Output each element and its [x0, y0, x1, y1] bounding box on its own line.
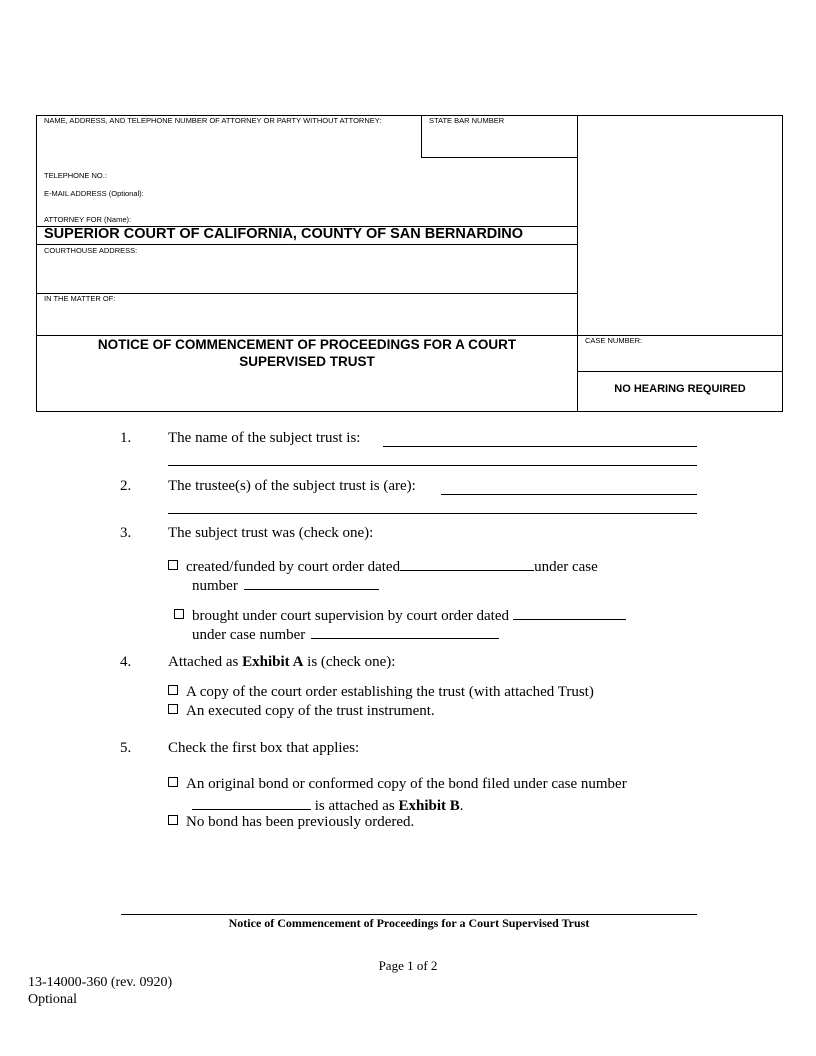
court-order-date-field[interactable]: [400, 556, 534, 571]
item-3-option-2-text-b: under case number: [192, 627, 306, 643]
item-2-number: 2.: [120, 478, 132, 494]
item-5-text: Check the first box that applies:: [168, 740, 360, 756]
trustee-field-line2[interactable]: [168, 513, 697, 514]
trust-name-field-line2[interactable]: [168, 465, 697, 466]
footer-title: Notice of Commencement of Proceedings for a Court Supervised Trust: [228, 916, 590, 930]
state-bar-bottom: [421, 157, 578, 158]
item-3-option-1-text: created/funded by court order dated: [186, 559, 401, 575]
item-5-option-1: [168, 776, 627, 793]
trust-instrument-checkbox[interactable]: [168, 704, 178, 714]
item-5-exhibit: Exhibit B: [398, 798, 460, 814]
item-2: [168, 478, 416, 495]
item-5-option-2-text: No bond has been previously ordered.: [186, 814, 415, 830]
form-number: 13-14000-360 (rev. 0920): [28, 975, 173, 990]
supervision-order-date-field[interactable]: [513, 605, 626, 620]
bond-case-number-field[interactable]: [192, 795, 311, 810]
case-number-label: CASE NUMBER:: [585, 336, 643, 345]
attorney-for-label: ATTORNEY FOR (Name):: [44, 215, 132, 224]
item-3-number: 3.: [120, 525, 132, 541]
item-4: [168, 654, 395, 671]
state-bar-label: STATE BAR NUMBER: [429, 116, 505, 125]
state-bar-divider: [421, 115, 422, 158]
item-3-option-2-line2: [192, 624, 499, 644]
item-5-option-1-text: An original bond or conformed copy of the bond filed under case number: [186, 776, 627, 792]
item-4-option-2: [168, 703, 435, 720]
attorney-label: NAME, ADDRESS, AND TELEPHONE NUMBER OF ATTORNEY OR PARTY WITHOUT ATTORNEY:: [44, 116, 382, 125]
court-line-bottom: [36, 244, 578, 245]
court-order-copy-checkbox[interactable]: [168, 685, 178, 695]
courthouse-line-bottom: [36, 293, 578, 294]
item-3-option-1-text-c: number: [192, 578, 238, 594]
item-3-option-1-line2: [192, 575, 379, 595]
item-5: [168, 740, 359, 757]
item-4-text-a: Attached as: [168, 654, 239, 670]
page-title-line2: SUPERVISED TRUST: [239, 354, 375, 369]
email-label: E-MAIL ADDRESS (Optional):: [44, 189, 144, 198]
item-5-option-1-line2: [192, 795, 464, 815]
item-4-number: 4.: [120, 654, 132, 670]
item-3-text: The subject trust was (check one):: [168, 525, 374, 541]
item-4-option-1-text: A copy of the court order establishing the trust (with attached Trust): [186, 684, 594, 700]
item-1-number: 1.: [120, 430, 132, 446]
no-hearing-label: NO HEARING REQUIRED: [614, 383, 746, 395]
courthouse-label: COURTHOUSE ADDRESS:: [44, 246, 138, 255]
page-number: Page 1 of 2: [378, 958, 438, 973]
item-3: [168, 525, 373, 542]
item-5-number: 5.: [120, 740, 132, 756]
telephone-label: TELEPHONE NO.:: [44, 171, 107, 180]
no-bond-checkbox[interactable]: [168, 815, 178, 825]
trustee-field[interactable]: [441, 494, 697, 495]
page-title-line1: NOTICE OF COMMENCEMENT OF PROCEEDINGS FOR A COURT: [97, 337, 517, 352]
item-1: [168, 430, 360, 447]
footer-rule: [121, 914, 697, 915]
matter-label: IN THE MATTER OF:: [44, 294, 116, 303]
item-1-text: The name of the subject trust is:: [168, 430, 361, 446]
court-order-case-number-field[interactable]: [244, 575, 379, 590]
item-4-exhibit: Exhibit A: [242, 654, 304, 670]
item-3-option-1-text-b: under case: [534, 559, 598, 575]
item-3-option-2: [174, 605, 626, 625]
item-5-option-2: [168, 814, 414, 831]
case-number-line-bottom: [577, 371, 783, 372]
item-3-option-1: [168, 556, 598, 576]
item-4-text-b: is (check one):: [307, 654, 396, 670]
court-name: SUPERIOR COURT OF CALIFORNIA, COUNTY OF SAN BERNARDINO: [44, 226, 524, 242]
item-2-text: The trustee(s) of the subject trust is (are):: [168, 478, 416, 494]
court-supervision-checkbox[interactable]: [174, 609, 184, 619]
item-5-option-1-end: .: [459, 798, 464, 814]
item-5-option-1-text-b: is attached as: [314, 798, 395, 814]
page-title: [36, 336, 578, 370]
supervision-case-number-field[interactable]: [311, 624, 499, 639]
bond-checkbox[interactable]: [168, 777, 178, 787]
optional-label: Optional: [28, 992, 77, 1007]
item-4-option-1: [168, 684, 594, 701]
court-order-checkbox[interactable]: [168, 560, 178, 570]
item-3-option-2-text: brought under court supervision by court order dated: [192, 608, 509, 624]
item-4-option-2-text: An executed copy of the trust instrument.: [186, 703, 435, 719]
trust-name-field[interactable]: [383, 446, 697, 447]
